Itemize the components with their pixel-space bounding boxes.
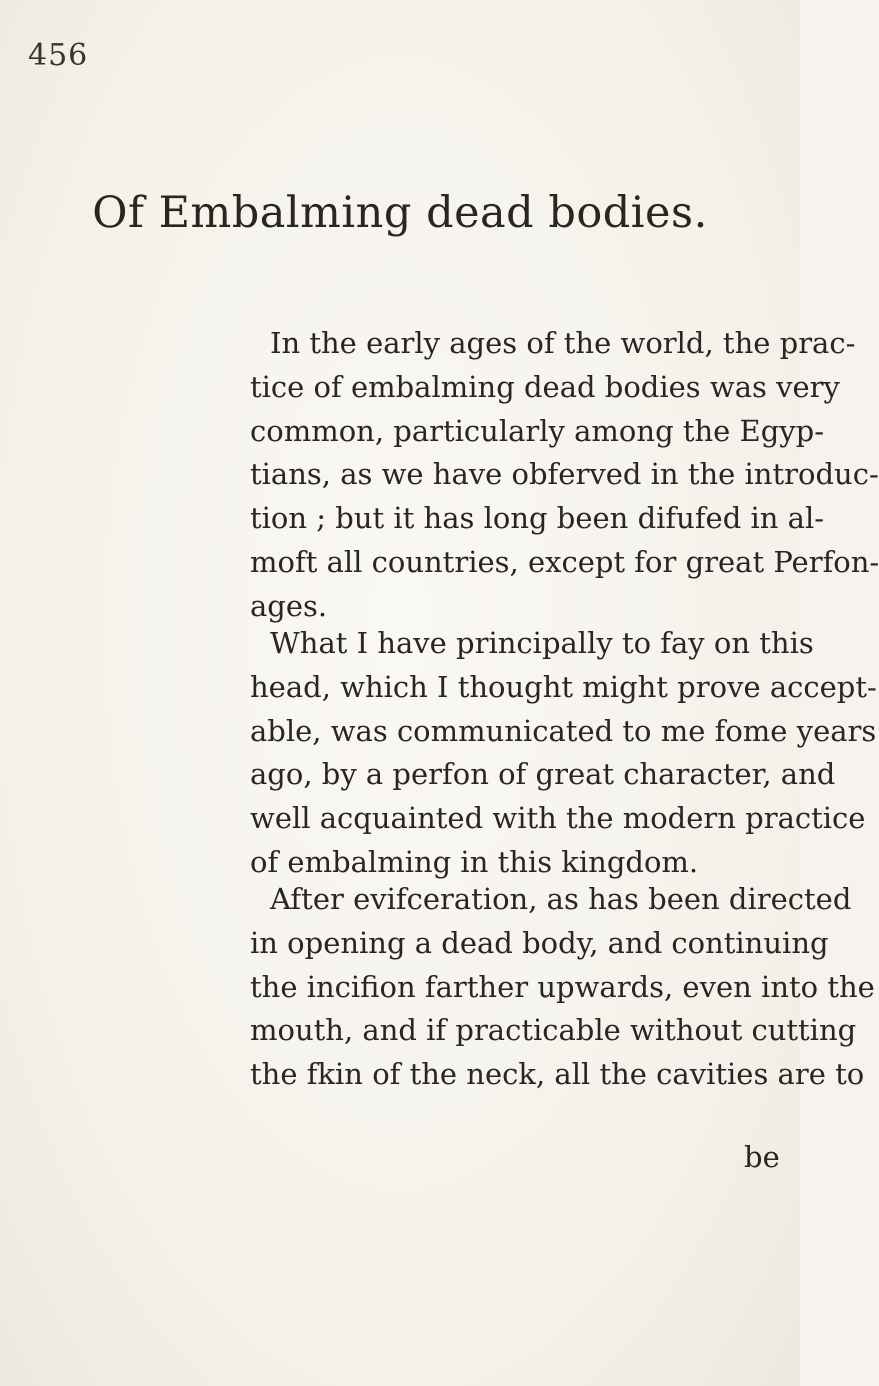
paragraph-line: moft all countries, except for great Perfon- <box>250 544 879 579</box>
paragraph-line: in opening a dead body, and continuing <box>250 925 829 960</box>
page-number: 456 <box>28 38 89 73</box>
paragraph-line: able, was communicated to me fome years <box>250 713 877 748</box>
catchword: be <box>744 1140 780 1174</box>
paragraph-line: ago, by a perfon of great character, and <box>250 757 836 792</box>
paragraph-line: the incifion farther upwards, even into the <box>250 969 875 1004</box>
section-heading: Of Embalming dead bodies. <box>92 188 708 238</box>
paragraph-line: well acquainted with the modern practice <box>250 801 866 836</box>
paragraph-line: common, particularly among the Egyp- <box>250 413 825 448</box>
paragraph-line: In the early ages of the world, the prac- <box>270 326 856 360</box>
paragraph-line: tice of embalming dead bodies was very <box>250 369 840 404</box>
paragraph-line: ages. <box>250 588 328 623</box>
paragraph-line: of embalming in this kingdom. <box>250 844 699 879</box>
paragraph-1 <box>250 322 879 629</box>
paragraph-3 <box>250 878 875 1097</box>
paragraph-line: After evifceration, as has been directed <box>270 882 852 916</box>
paragraph-line: the fkin of the neck, all the cavities are to <box>250 1057 865 1092</box>
paragraph-line: tion ; but it has long been difufed in al- <box>250 501 825 536</box>
paragraph-line: What I have principally to fay on this <box>270 626 814 660</box>
paragraph-line: head, which I thought might prove accept- <box>250 669 877 704</box>
paragraph-line: mouth, and if practicable without cutting <box>250 1013 857 1048</box>
paragraph-line: tians, as we have obferved in the introduc- <box>250 457 879 492</box>
paragraph-2 <box>250 622 877 885</box>
